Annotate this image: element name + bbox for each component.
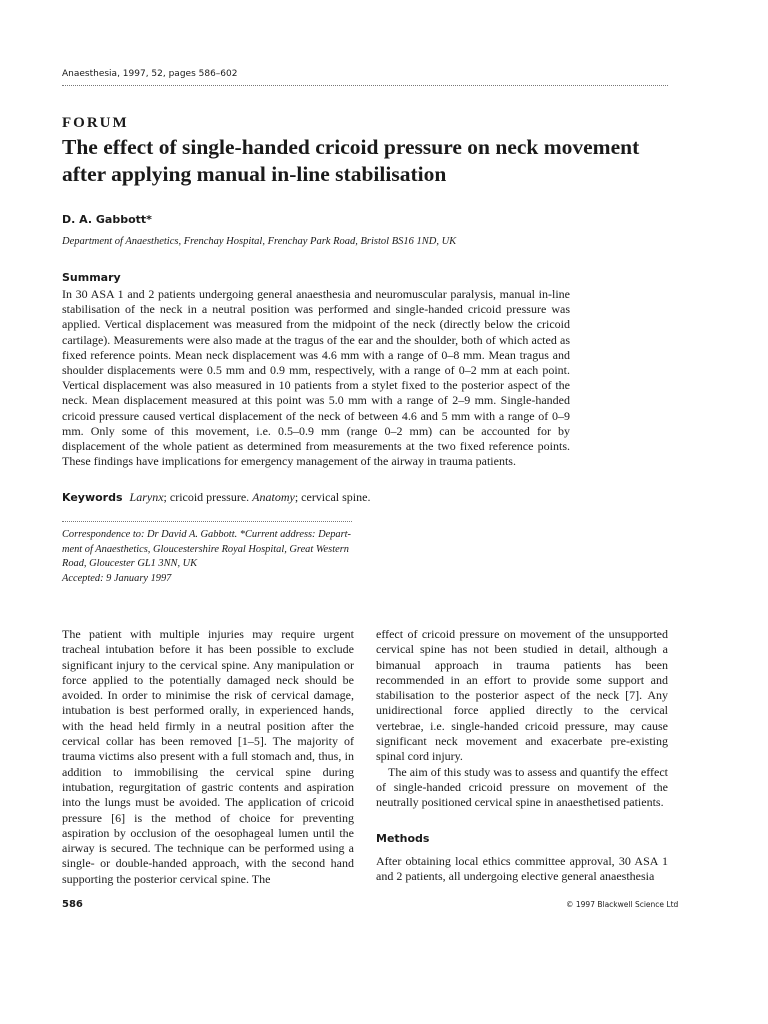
keyword-text-2: ; cervical spine. [294, 490, 371, 504]
correspondence-line: Road, Gloucester GL1 3NN, UK [62, 558, 198, 569]
body-paragraph: The patient with multiple injuries may require urgent tracheal intubation before it has been possible to exclude significant injury to the cervical spine. Any manipulation or force applied to the potentially damaged neck should be avoided. In order to minimise the risk of cervical damage, intubation is best performed orally, in experienced hands, with the head held firmly in a neutral position after the cervical collar has been removed [1–5]. The majority of trauma victims also present with a full stomach and, thus, in addition to immobilising the cervical spine during intubation, regurgitation of gastric contents and aspiration into the lungs must be avoided. The application of cricoid pressure [6] is the method of choice for preventing aspiration by occlusion of the oesophageal lumen until the airway is secured. The technique can be performed using a single- or double-handed approach, with the second hand supporting the posterior cervical spine. The [62, 627, 354, 886]
body-paragraph: effect of cricoid pressure on movement of the unsupported cervical spine has not been studied in detail, although a bimanual approach in trauma patients has been recommended in an effort to provide some support and stabilisation to the posterior aspect of the neck [7]. Any unidirectional force applied directly to the cervical vertebrae, i.e. single-handed cricoid pressure, may cause significant neck movement and exacerbate pre-existing spinal cord injury. [376, 627, 668, 764]
keywords-label: Keywords [62, 491, 123, 504]
summary-text: In 30 ASA 1 and 2 patients undergoing general anaesthesia and neuromuscular paralysis, manual in-line stabilisation of the neck in a neutral position was performed and single-handed cricoid pressure was applied. Vertical displacement was measured from the midpoint of the neck (directly below the cricoid cartilage). Measurements were also made at the tragus of the ear and the shoulder, both of which acted as fixed reference points. Mean neck displacement was 4.6 mm with a range of 0–8 mm. Mean tragus and shoulder displacements were 0.5 mm and 0.9 mm, respectively, with a range of 0–2 mm at each point. Vertical displacement was also measured in 10 patients from a stylet fixed to the posterior aspect of the neck. Mean displacement measured at this point was 5.0 mm with a range of 2–9 mm. Single-handed cricoid pressure caused vertical displacement of the neck of between 4.6 and 5 mm with a range of 0–9 mm. Only some of this movement, i.e. 0.5–0.9 mm (range 0–2 mm) can be accounted for by displacement of the whole patient as determined from measurements at the two fixed reference points. These findings have implications for emergency management of the airway in trauma patients. [62, 287, 570, 469]
body-paragraph: After obtaining local ethics committee approval, 30 ASA 1 and 2 patients, all undergoing elective general anaesthesia [376, 853, 668, 884]
copyright-notice: © 1997 Blackwell Science Ltd [566, 900, 679, 909]
correspondence-note [62, 528, 354, 586]
keywords-line [62, 490, 622, 505]
body-column-right [376, 627, 668, 884]
journal-reference: Anaesthesia, 1997, 52, pages 586–602 [62, 69, 238, 79]
keyword-text-1: ; cricoid pressure. [163, 490, 253, 504]
body-column-left [62, 627, 354, 887]
author-name: D. A. Gabbott* [62, 213, 152, 226]
correspondence-divider [62, 521, 352, 522]
summary-heading: Summary [62, 271, 121, 284]
keyword-larynx: Larynx [129, 490, 164, 504]
page-number: 586 [62, 899, 83, 910]
correspondence-line: Correspondence to: Dr David A. Gabbott. *Current address: Depart- [62, 529, 351, 540]
author-affiliation: Department of Anaesthetics, Frenchay Hospital, Frenchay Park Road, Bristol BS16 1ND, UK [62, 236, 457, 247]
correspondence-line: ment of Anaesthetics, Gloucestershire Royal Hospital, Great Western [62, 543, 349, 555]
section-label: FORUM [62, 115, 129, 131]
keyword-anatomy: Anatomy [252, 490, 295, 504]
article-title: The effect of single-handed cricoid pressure on neck movement after applying manual in-line stabilisation [62, 135, 640, 186]
header-divider [62, 85, 668, 86]
methods-heading: Methods [376, 831, 430, 845]
accepted-date: Accepted: 9 January 1997 [62, 572, 172, 584]
body-paragraph: The aim of this study was to assess and quantify the effect of single-handed cricoid pressure on movement of the neutrally positioned cervical spine in anaesthetised patients. [376, 764, 668, 810]
